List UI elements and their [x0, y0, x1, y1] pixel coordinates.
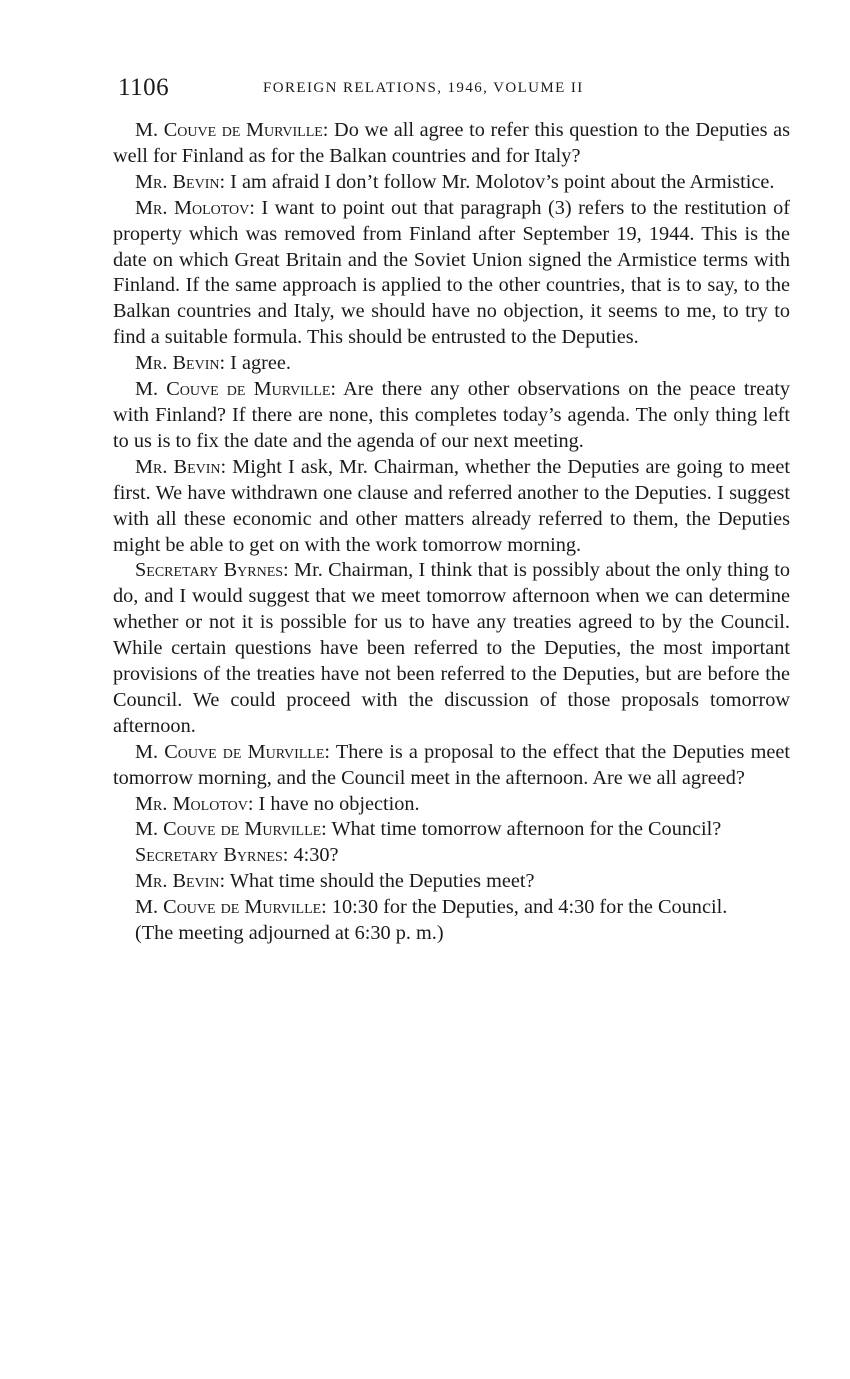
speaker-name: Mr. Molotov: — [135, 792, 254, 815]
speaker-name: M. Couve de Murville: — [135, 378, 337, 401]
paragraph-5 — [113, 377, 790, 455]
paragraph-2 — [113, 170, 790, 196]
speech-text: 4:30? — [288, 844, 339, 867]
paragraph-13 — [113, 895, 790, 921]
running-head-title: FOREIGN RELATIONS, 1946, VOLUME II — [263, 80, 584, 96]
paragraph-7 — [113, 558, 790, 739]
speech-text: Do we all agree to refer this question to the Deputies as well for Finland as for the Balkan countries and for Italy? — [113, 119, 790, 167]
paragraph-9 — [113, 792, 790, 818]
speaker-name: Mr. Bevin: — [135, 170, 226, 193]
paragraph-12 — [113, 869, 790, 895]
speech-text: What time should the Deputies meet? — [225, 870, 535, 893]
speaker-name: M. Couve de Murville: — [135, 818, 327, 841]
speaker-name: Secretary Byrnes: — [135, 844, 289, 867]
paragraph-1 — [113, 118, 790, 170]
paragraph-10 — [113, 817, 790, 843]
paragraph-8 — [113, 740, 790, 792]
speaker-name: Mr. Bevin: — [135, 455, 227, 478]
speech-text: I am afraid I don’t follow Mr. Molotov’s point about the Armistice. — [225, 170, 775, 193]
adjournment-note: (The meeting adjourned at 6:30 p. m.) — [135, 922, 444, 945]
paragraph-3 — [113, 196, 790, 351]
speech-text: I have no objection. — [253, 792, 420, 815]
paragraph-11 — [113, 843, 790, 869]
transcript-body — [113, 118, 790, 947]
page-number: 1106 — [118, 74, 170, 101]
speaker-name: M. Couve de Murville: — [135, 896, 327, 919]
speech-text: Are there any other observations on the peace treaty with Finland? If there are none, this completes today’s agenda. The only thing left to us is to fix the date and the agenda of our next meeting. — [113, 378, 791, 452]
speech-text: There is a proposal to the effect that the Deputies meet tomorrow morning, and the Council meet in the afternoon. Are we all agreed? — [113, 740, 790, 789]
paragraph-4 — [113, 351, 790, 377]
speech-text: I want to point out that paragraph (3) refers to the restitution of property which was removed from Finland after September 19, 1944. This is the date on which Great Britain and the Soviet Union signed the Armistice terms with Finland. If the same approach is applied to the other countries, that is to say, to the Balkan countries and Italy, we should have no objection, it seems to me, to try to find a suitable formula. This should be entrusted to the Deputies. — [113, 196, 790, 349]
speech-text: I agree. — [225, 352, 291, 375]
speaker-name: M. Couve de Murville: — [135, 119, 329, 141]
speaker-name: Secretary Byrnes: — [135, 559, 289, 582]
speaker-name: Mr. Bevin: — [135, 870, 226, 893]
running-head — [118, 74, 790, 104]
paragraph-6 — [113, 455, 790, 559]
speaker-name: Mr. Bevin: — [135, 352, 226, 375]
speech-text: What time tomorrow afternoon for the Council? — [326, 818, 722, 841]
speech-text: 10:30 for the Deputies, and 4:30 for the Council. — [326, 896, 728, 919]
speaker-name: Mr. Molotov: — [135, 196, 255, 219]
speech-text: Mr. Chairman, I think that is possibly about the only thing to do, and I would suggest that we meet tomorrow afternoon when we can determine whether or not it is possible for us to have any treaties agreed to by the Council. While certain questions have been referred to the Deputies, the most important provisions of the treaties have not been referred to the Deputies, but are before the Council. We could proceed with the discussion of those proposals tomorrow afternoon. — [113, 559, 790, 737]
speaker-name: M. Couve de Murville: — [135, 740, 331, 763]
speech-text: Might I ask, Mr. Chairman, whether the Deputies are going to meet first. We have withdrawn one clause and referred another to the Deputies. I suggest with all these economic and other matters already referred to them, the Deputies might be able to get on with the work tomorrow morning. — [113, 455, 791, 556]
